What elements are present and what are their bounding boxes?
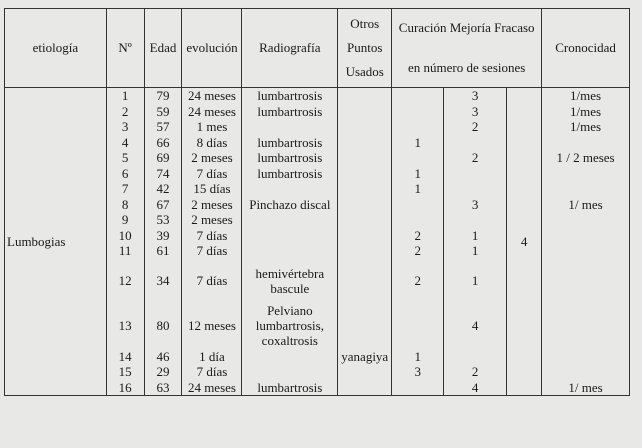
cell-curacion (392, 88, 444, 104)
cell-cronicidad: 1/ mes (542, 380, 630, 396)
cell-radiografia: lumbartrosis (242, 380, 338, 396)
cell-edad: 63 (144, 380, 182, 396)
cell-mejoria (444, 212, 507, 228)
cell-curacion (392, 212, 444, 228)
cell-edad: 67 (144, 197, 182, 213)
cell-curacion (392, 119, 444, 135)
cell-curacion: 1 (392, 181, 444, 197)
cell-evolucion: 1 día (182, 349, 242, 365)
cell-mejoria: 4 (444, 303, 507, 349)
col-resultados: Curación Mejoría Fracaso en número de sesiones (392, 9, 542, 88)
cell-cronicidad (542, 259, 630, 303)
cell-edad: 53 (144, 212, 182, 228)
cell-numero: 15 (106, 364, 144, 380)
cell-numero: 1 (106, 88, 144, 104)
cell-radiografia (242, 181, 338, 197)
cell-evolucion: 8 días (182, 135, 242, 151)
cell-otros-puntos (338, 259, 392, 303)
cell-radiografia: hemivértebra bascule (242, 259, 338, 303)
cell-curacion: 1 (392, 166, 444, 182)
cell-cronicidad (542, 243, 630, 259)
cell-numero: 11 (106, 243, 144, 259)
cell-otros-puntos (338, 166, 392, 182)
cell-otros-puntos (338, 228, 392, 244)
cell-radiografia (242, 228, 338, 244)
cell-cronicidad (542, 364, 630, 380)
cell-curacion (392, 197, 444, 213)
cell-evolucion: 7 días (182, 228, 242, 244)
cell-mejoria: 3 (444, 197, 507, 213)
cell-otros-puntos (338, 150, 392, 166)
cell-evolucion: 24 meses (182, 380, 242, 396)
cell-cronicidad (542, 228, 630, 244)
cell-curacion: 1 (392, 349, 444, 365)
col-edad: Edad (144, 9, 182, 88)
cell-evolucion: 12 meses (182, 303, 242, 349)
cell-numero: 10 (106, 228, 144, 244)
cell-otros-puntos (338, 303, 392, 349)
cell-radiografia (242, 212, 338, 228)
cell-radiografia: Pinchazo discal (242, 197, 338, 213)
cell-edad: 66 (144, 135, 182, 151)
cell-mejoria: 1 (444, 228, 507, 244)
cell-evolucion: 15 días (182, 181, 242, 197)
cell-numero: 7 (106, 181, 144, 197)
cell-radiografia: lumbartrosis (242, 88, 338, 104)
cell-curacion: 2 (392, 228, 444, 244)
cell-otros-puntos: yanagiya (338, 349, 392, 365)
cell-curacion: 1 (392, 135, 444, 151)
cell-edad: 69 (144, 150, 182, 166)
cell-cronicidad (542, 181, 630, 197)
cell-numero: 3 (106, 119, 144, 135)
col-otros-puntos: Otros Puntos Usados (338, 9, 392, 88)
cell-edad: 79 (144, 88, 182, 104)
cell-edad: 57 (144, 119, 182, 135)
cell-curacion: 2 (392, 259, 444, 303)
cell-numero: 8 (106, 197, 144, 213)
cell-otros-puntos (338, 181, 392, 197)
table-body (5, 88, 630, 396)
cell-radiografia (242, 243, 338, 259)
cell-curacion (392, 150, 444, 166)
cell-curacion (392, 380, 444, 396)
cell-cronicidad: 1/mes (542, 119, 630, 135)
cell-cronicidad: 1/mes (542, 88, 630, 104)
cell-cronicidad: 1/mes (542, 104, 630, 120)
col-cronicidad: Cronocidad (542, 9, 630, 88)
cell-curacion (392, 303, 444, 349)
cell-radiografia: lumbartrosis (242, 135, 338, 151)
cell-otros-puntos (338, 380, 392, 396)
cell-evolucion: 7 días (182, 259, 242, 303)
cell-edad: 29 (144, 364, 182, 380)
cell-curacion: 2 (392, 243, 444, 259)
cell-mejoria: 2 (444, 364, 507, 380)
cell-evolucion: 2 meses (182, 197, 242, 213)
cell-numero: 4 (106, 135, 144, 151)
cell-mejoria (444, 135, 507, 151)
cell-evolucion: 24 meses (182, 88, 242, 104)
cell-otros-puntos (338, 88, 392, 104)
cell-otros-puntos (338, 197, 392, 213)
cell-fracaso: 4 (507, 88, 542, 396)
cell-edad: 34 (144, 259, 182, 303)
cell-evolucion: 2 meses (182, 150, 242, 166)
cell-mejoria: 3 (444, 88, 507, 104)
cell-otros-puntos (338, 135, 392, 151)
cell-evolucion: 24 meses (182, 104, 242, 120)
cell-numero: 14 (106, 349, 144, 365)
cell-radiografia: lumbartrosis (242, 104, 338, 120)
cell-mejoria (444, 181, 507, 197)
cell-edad: 80 (144, 303, 182, 349)
cell-otros-puntos (338, 212, 392, 228)
cell-edad: 39 (144, 228, 182, 244)
cell-mejoria: 3 (444, 104, 507, 120)
col-etiologia: etiología (5, 9, 107, 88)
cell-otros-puntos (338, 119, 392, 135)
cell-radiografia: Pelviano lumbartrosis, coxaltrosis (242, 303, 338, 349)
etiologia-group-label: Lumbogias (5, 88, 107, 396)
table-row (5, 88, 630, 104)
col-numero: Nº (106, 9, 144, 88)
cell-evolucion: 2 meses (182, 212, 242, 228)
cell-edad: 74 (144, 166, 182, 182)
lumbalgia-results-table (4, 8, 630, 396)
cell-cronicidad (542, 349, 630, 365)
cell-edad: 61 (144, 243, 182, 259)
cell-numero: 9 (106, 212, 144, 228)
cell-mejoria (444, 349, 507, 365)
cell-cronicidad (542, 303, 630, 349)
cell-mejoria: 2 (444, 119, 507, 135)
cell-radiografia: lumbartrosis (242, 166, 338, 182)
cell-radiografia (242, 349, 338, 365)
cell-edad: 59 (144, 104, 182, 120)
cell-evolucion: 7 días (182, 364, 242, 380)
cell-mejoria (444, 166, 507, 182)
cell-otros-puntos (338, 243, 392, 259)
cell-evolucion: 7 días (182, 166, 242, 182)
cell-evolucion: 7 días (182, 243, 242, 259)
cell-numero: 12 (106, 259, 144, 303)
cell-curacion: 3 (392, 364, 444, 380)
cell-cronicidad (542, 212, 630, 228)
cell-otros-puntos (338, 104, 392, 120)
col-radiografia: Radiografía (242, 9, 338, 88)
cell-numero: 2 (106, 104, 144, 120)
cell-mejoria: 2 (444, 150, 507, 166)
cell-numero: 16 (106, 380, 144, 396)
cell-numero: 6 (106, 166, 144, 182)
cell-cronicidad: 1/ mes (542, 197, 630, 213)
cell-cronicidad: 1 / 2 meses (542, 150, 630, 166)
cell-mejoria: 4 (444, 380, 507, 396)
header-row (5, 9, 630, 88)
cell-numero: 5 (106, 150, 144, 166)
cell-mejoria: 1 (444, 243, 507, 259)
cell-mejoria: 1 (444, 259, 507, 303)
cell-numero: 13 (106, 303, 144, 349)
cell-otros-puntos (338, 364, 392, 380)
cell-radiografia (242, 119, 338, 135)
cell-radiografia (242, 364, 338, 380)
cell-radiografia: lumbartrosis (242, 150, 338, 166)
cell-cronicidad (542, 166, 630, 182)
cell-edad: 46 (144, 349, 182, 365)
col-evolucion: evolución (182, 9, 242, 88)
cell-curacion (392, 104, 444, 120)
cell-edad: 42 (144, 181, 182, 197)
cell-cronicidad (542, 135, 630, 151)
cell-evolucion: 1 mes (182, 119, 242, 135)
